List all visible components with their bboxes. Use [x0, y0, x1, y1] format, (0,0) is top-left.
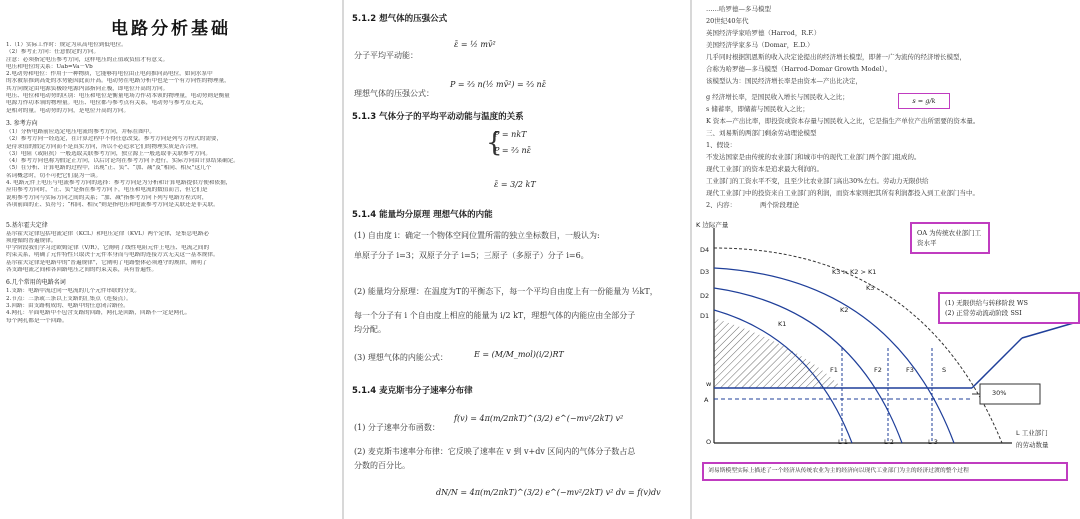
- curve-label: D1: [700, 312, 710, 320]
- text-line: 约束关系，明确了元件特性只取决于元件本身而与电路的连接方式无关这一基本规律。: [6, 252, 219, 259]
- text-line: 说明参考方向与实际方向之间的关系；“加、减”指参考方向下列写电路方程式时，: [6, 194, 208, 201]
- section-heading: 5.1.4 麦克斯韦分子速率分布律: [352, 386, 473, 396]
- text-line: 每个网孔都是一个回路。: [6, 317, 68, 324]
- equation: f(v) = 4π(m/2πkT)^(3/2) e^(−mv²/2kT) v²: [454, 414, 624, 423]
- curve-label: D4: [700, 246, 710, 254]
- document-page-economics: [692, 0, 1080, 519]
- text-line: 基尔霍夫定律是电路中的“普遍规律”，它阐明了电路整体必须遵守的规律，阐明了: [6, 259, 208, 266]
- x-axis-label: 的劳动数量: [1016, 441, 1049, 449]
- k-inequality: K3 > K2 > K1: [832, 268, 877, 276]
- section-heading: 5.1.3 气体分子的平均平动动能与温度的关系: [352, 112, 524, 122]
- x-tick: L 3: [928, 438, 938, 446]
- supply-curve: [972, 338, 1022, 388]
- text-line: 名词概念时，切不可把它们混为一谈。: [6, 172, 102, 179]
- region-label: K3: [866, 284, 875, 292]
- section-heading: 5.1.2 想气体的压强公式: [352, 14, 448, 24]
- text-line: 3.回路：由支路构成的、电路中的任意闭合路径。: [6, 302, 129, 309]
- text-line: 6.几个常用的电路名词: [6, 279, 66, 287]
- hatched-region: [714, 318, 842, 388]
- document-body: [6, 42, 338, 325]
- paragraph: (1) 分子速率分布函数：: [354, 423, 440, 432]
- text-line: （3）电阻（或阻抗）一般选取关联参考方向，独立源上一般选取非关联参考方向。: [6, 150, 211, 157]
- annotation-box: [938, 292, 1080, 324]
- text-line: （1）分析电路前应选定电压电流的参考方向，并标在图中。: [6, 128, 155, 135]
- text-line: 其方向规定由电源负极经电源内部指向正极，即电位升高的方向。: [6, 85, 169, 92]
- region-label: F3: [906, 366, 914, 374]
- curve-label: D2: [700, 292, 710, 300]
- a-label: A: [704, 396, 709, 404]
- annotation-line: (2) 正常劳动流动阶段 SSI: [945, 309, 1022, 317]
- region-label: K2: [840, 306, 849, 314]
- text-line: 两个阶段理论: [760, 201, 799, 209]
- text-line: 电源力作功本领的物理量。电压、电位都与参考点有关系，电动势与参考点无关，: [6, 100, 208, 107]
- x-tick: L 2: [884, 438, 894, 446]
- text-line: 应用参考方向时，“正、负”是指在参考方向下，电压和电流的数值而言，但它们是: [6, 187, 208, 194]
- text-line: 电压和电位的关系：Uab=Va－Vb: [6, 63, 93, 70]
- document-page-circuit-notes: [0, 0, 342, 519]
- pct-label: 30%: [992, 389, 1007, 397]
- pct-box: [980, 384, 1040, 404]
- wage-label: w: [706, 380, 712, 388]
- text-line: 3. 参考方向: [6, 119, 38, 127]
- equation: ε̄ = 3/2 kT: [494, 180, 536, 189]
- text-line: 工业部门的工资水平不变，且至少比农业部门高出30%左右。劳动力无限供给: [706, 177, 929, 185]
- text-line: 1.（1）实际工作时：规定为从高电位到低电位。: [6, 42, 127, 48]
- text-line: 各支路电流之间和各回路电压之间的约束关系，具有普遍性。: [6, 267, 158, 274]
- text-line: 现代工业部门的资本是追求最大利润的。: [706, 165, 823, 173]
- paragraph: 分子平均平动能：: [354, 51, 418, 60]
- text-line: 各项前面的正、负符号；“相同、相反”则是指电压和电流参考方向是关联还是非关联。: [6, 201, 219, 208]
- text-line: 三、刘易斯的两部门剩余劳动理论模型: [706, 129, 817, 137]
- annotation-box: OA 为传统农业部门工资水平: [910, 222, 990, 254]
- paragraph: (1) 自由度 i：确定一个物体空间位置所需的独立坐标数目，一般认为:: [354, 231, 600, 240]
- equation: dN/N = 4π(m/2πkT)^(3/2) e^(−mv²/2kT) v² dv = f(v)dv: [436, 488, 661, 497]
- text-line: 1、假设：: [706, 141, 737, 149]
- text-line: 4.网孔：平面电路中不包含支路的回路，网孔是回路，回路不一定是网孔。: [6, 310, 191, 317]
- paragraph: 理想气体的压强公式：: [354, 89, 434, 98]
- text-line: 基尔霍夫定律包括电流定律（KCL）和电压定律（KVL）两个定律，是集总电路必: [6, 230, 209, 237]
- text-line: [6, 209, 338, 216]
- text-line: 中学阶段我们学习过欧姆定律（V/R），它阐明了线性电阻元件上电压、电流之间的: [6, 245, 210, 252]
- text-line: ……哈罗德—多马模型: [706, 5, 771, 13]
- text-line: 4. 电路元件上电压与电流参考方向的选择：参考方向是为分析和计算电路提供方便和依据，: [6, 180, 232, 187]
- text-line: （2）参考正方向：任意假定的方向。: [6, 49, 100, 56]
- equation: ε̄ = ½ mv̄²: [454, 40, 496, 49]
- text-line: 合称为哈罗德—多马模型（Harrod-Domar Growth Model）。: [706, 65, 892, 73]
- text-line: 的水被泵推到高处的水势能因此而升高。电动势在电路分析中也是一个有方向性的物理量，: [6, 78, 230, 85]
- brace: {: [486, 128, 503, 158]
- text-line: 2、内容：: [706, 201, 737, 209]
- equation: E = (M/M_mol)(i/2)RT: [474, 350, 564, 359]
- text-line: 1.支路：电路中流过同一电流的几个元件串联的分支。: [6, 288, 140, 295]
- region-label: F1: [830, 366, 838, 374]
- text-line: 美国经济学家多马（Domar，E.D.）: [706, 41, 814, 49]
- region-label: S: [942, 366, 947, 374]
- text-line: 2.节点：三条或三条以上支路的汇集点（连接点）。: [6, 295, 132, 302]
- text-line: 英国经济学家哈罗德（Harrod，R.F.）: [706, 29, 821, 37]
- origin-label: O: [706, 438, 712, 446]
- text-line: K 资本—产出比率，即投资或资本存量与国民收入之比，它是指生产单位产出所需要的资本量。: [706, 117, 980, 125]
- paragraph: 分数的百分比。: [354, 461, 410, 470]
- paragraph: (2) 能量均分原理：在温度为T的平衡态下，每一个平均自由度上有一份能量为 ½kT，: [354, 287, 658, 296]
- text-line: （4）参考方向也称为假定正方向，以后讨论均在参考方向下进行，实际方向由计算结果确定。: [6, 158, 239, 165]
- region-label: F2: [874, 366, 882, 374]
- formula-box: s = g/k: [898, 93, 950, 109]
- text-line: 5.基尔霍夫定律: [6, 221, 48, 229]
- text-line: 该模型认为：国民经济增长率是由资本—产出比决定，: [706, 77, 862, 85]
- text-line: （2）参考方向一经选定，在计算过程中不得任意改变。参考方向是列写方程式的需要，: [6, 136, 223, 143]
- text-line: 是待求值的假定方向而不是真实方向，所以不必追求它们的物理实质是否合理。: [6, 143, 202, 150]
- paragraph: 均分配。: [354, 325, 386, 334]
- text-line: 须遵循的普遍规律。: [6, 237, 57, 244]
- text-line: 注意：必须指定电压参考方向，这样电压的正值或负值才有意义。: [6, 56, 169, 63]
- text-line: 现代工业部门中的投资来自工业部门的利润，而资本家则把其所有利润都投入到工业部门当中。: [706, 189, 979, 197]
- region-label: K1: [778, 320, 787, 328]
- equation: P = nkT: [494, 130, 527, 139]
- x-tick: L 1: [838, 438, 848, 446]
- equation: P = ⅔ nε̄: [494, 146, 531, 155]
- text-line: 不发达国家是由传统的农业部门和城市中的现代工业部门两个部门组成的。: [706, 153, 921, 161]
- supply-curve-extension: [1022, 322, 1077, 338]
- text-line: 电压、电位和电动势的区别：电压和电位是衡量电场力作功本领的物理量，电动势则是衡量: [6, 93, 230, 100]
- text-line: s 储蓄率，即储蓄与国民收入之比；: [706, 105, 809, 113]
- text-line: 是相对的量。电动势的方向，是电位升高的方向。: [6, 107, 130, 114]
- page-title: 电路分析基础: [111, 19, 231, 39]
- equation: P = ⅔ n(½ mv̄²) = ⅔ nε̄: [450, 80, 547, 89]
- text-line: 20世纪40年代: [706, 17, 749, 25]
- annotation-box: 刘易斯模型实际上描述了一个经济从传统农业为主的经济向以现代工业部门为主的经济过渡的整个过程: [702, 462, 1068, 481]
- section-heading: 5.1.4 能量均分原理 理想气体的内能: [352, 210, 493, 220]
- text-line: g 经济增长率，是国民收入增长与国民收入之比；: [706, 93, 849, 101]
- text-line: 几乎同时根据凯恩斯的收入决定论提出的经济增长模型，即著一广为流传的经济增长模型，: [706, 53, 966, 61]
- x-axis-label: L 工业部门: [1016, 429, 1048, 437]
- y-axis-label: K 边际产量: [696, 221, 729, 229]
- paragraph: (2) 麦克斯韦速率分布律：它反映了速率在 v 到 v+dv 区间内的气体分子数占总: [354, 447, 636, 456]
- annotation-line: (1) 无限供给与转移阶段 WS: [945, 299, 1028, 307]
- text-line: 2.电动势和电位：作用于一种物质，它能够将电位由正电荷推向高电位，如同水泵中: [6, 71, 213, 78]
- curve-label: D3: [700, 268, 710, 276]
- paragraph: 单原子分子 i=3；双原子分子 i=5；三原子（多原子）分子 i=6。: [354, 251, 589, 260]
- document-page-gas-kinetics: [344, 0, 690, 519]
- paragraph: (3) 理想气体的内能公式：: [354, 353, 448, 362]
- text-line: （5）在分析、计算电路的过程中，出现“正、负”、“加、减”及“相同、相反”这几个: [6, 165, 212, 172]
- paragraph: 每一个分子有 i 个自由度上相应的能量为 i/2 kT，理想气体的内能应由全部分子: [354, 311, 636, 320]
